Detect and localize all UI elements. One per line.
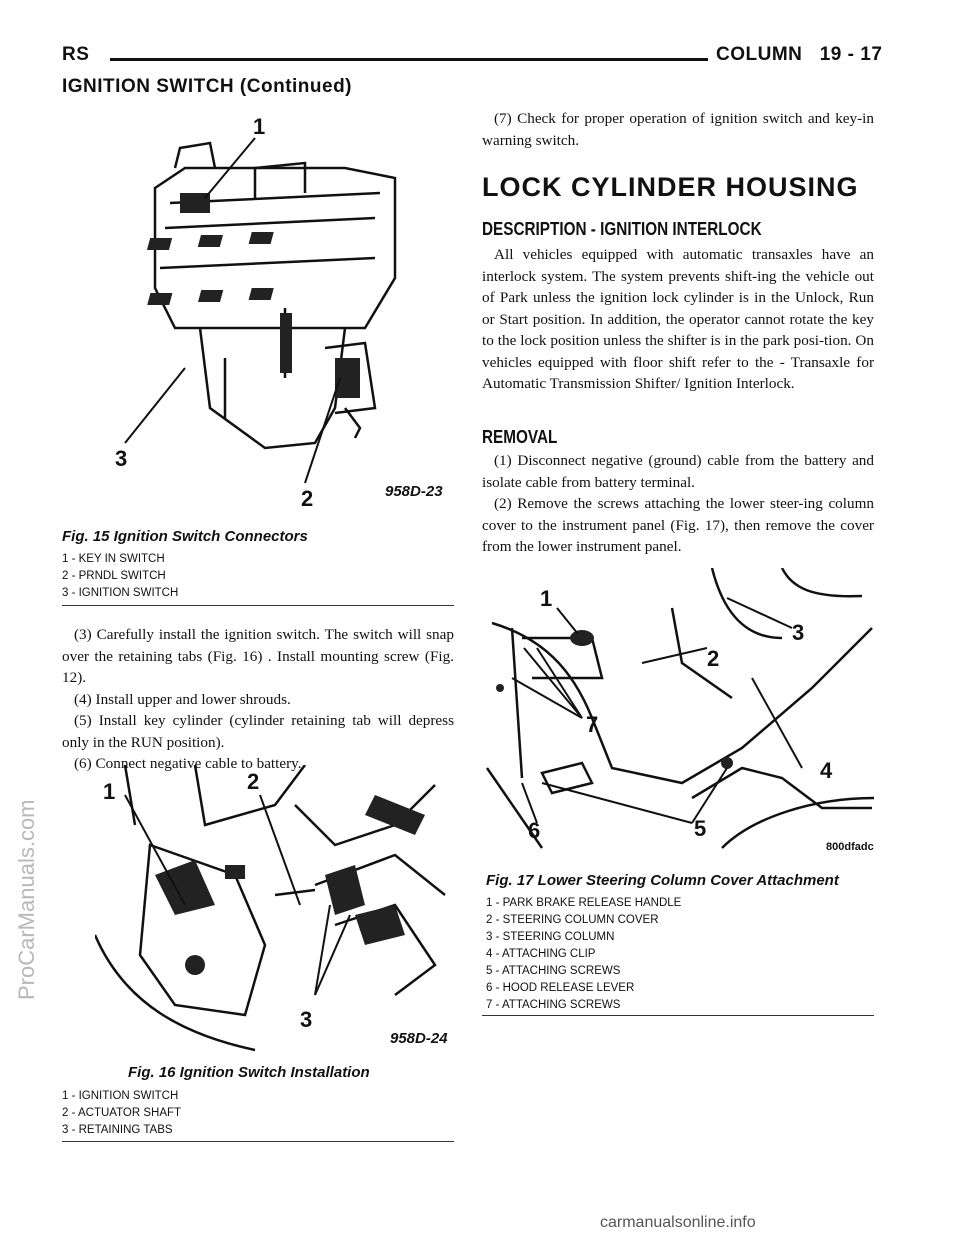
fig17-legend-rule bbox=[482, 1015, 874, 1016]
fig17-code: 800dfadc bbox=[826, 841, 874, 853]
fig17-callout-1: 1 bbox=[540, 586, 553, 611]
fig17-legend-item: 2 - STEERING COLUMN COVER bbox=[486, 914, 659, 926]
removal-step-2: (2) Remove the screws attaching the lower steer-ing column cover to the instrument panel (Fig. 17), then remove the cover from the lower instrument panel. bbox=[482, 495, 874, 555]
fig15-legend-rule bbox=[62, 605, 454, 606]
fig16-callout-1: 1 bbox=[103, 779, 116, 804]
fig17-legend bbox=[486, 895, 681, 1014]
header-page-label bbox=[716, 44, 882, 66]
fig17-callout-2: 2 bbox=[707, 646, 720, 671]
step-6: (6) Connect negative cable to battery. bbox=[74, 755, 302, 772]
step-4: (4) Install upper and lower shrouds. bbox=[74, 690, 291, 708]
fig15-illustration bbox=[105, 108, 455, 518]
fig15-legend-item: 2 - PRNDL SWITCH bbox=[62, 570, 166, 582]
fig16-legend bbox=[62, 1088, 181, 1139]
fig17-callout-5: 5 bbox=[694, 816, 707, 841]
fig15-legend-item: 1 - KEY IN SWITCH bbox=[62, 553, 165, 565]
fig16-legend-rule bbox=[62, 1141, 454, 1142]
header-rule bbox=[110, 58, 708, 61]
fig17-callout-4: 4 bbox=[820, 758, 833, 783]
header-page-number: 19 - 17 bbox=[819, 44, 883, 65]
fig17-caption: Fig. 17 Lower Steering Column Cover Attachment bbox=[486, 872, 839, 889]
fig15-code: 958D-23 bbox=[385, 483, 443, 500]
watermark-side: ProCarManuals.com bbox=[14, 799, 39, 1000]
fig16-legend-item: 2 - ACTUATOR SHAFT bbox=[62, 1107, 182, 1119]
description-text: All vehicles equipped with automatic transaxles have an interlock system. The system prevents shift-ing the vehicle out of Park unless the ignition lock cylinder is in the Unlock, Run or Start position. In addition, the operator cannot rotate the key to the lock position unless the shifter is in the park posi-tion. On vehicles equipped with floor shift refer to the - Transaxle for Automatic Transmission Shifter/ Ignition Interlock. bbox=[482, 246, 874, 392]
fig17-legend-item: 5 - ATTACHING SCREWS bbox=[486, 965, 621, 977]
fig16-code: 958D-24 bbox=[390, 1030, 448, 1047]
fig15-caption: Fig. 15 Ignition Switch Connectors bbox=[62, 528, 308, 545]
fig17-callout-6: 6 bbox=[528, 818, 541, 843]
fig17-illustration bbox=[482, 568, 874, 858]
lock-cylinder-heading: LOCK CYLINDER HOUSING bbox=[482, 172, 859, 202]
fig16-legend-item: 3 - RETAINING TABS bbox=[62, 1124, 173, 1136]
fig16-callout-3: 3 bbox=[300, 1007, 313, 1032]
fig15-callout-3: 3 bbox=[115, 446, 128, 471]
fig17-legend-item: 4 - ATTACHING CLIP bbox=[486, 948, 596, 960]
fig17-callout-7: 7 bbox=[586, 712, 599, 737]
fig17-callout-3: 3 bbox=[792, 620, 805, 645]
header-section: COLUMN bbox=[716, 44, 803, 65]
step-7: (7) Check for proper operation of ignition switch and key-in warning switch. bbox=[482, 110, 874, 149]
fig15-callout-2: 2 bbox=[301, 486, 314, 511]
fig17-legend-item: 6 - HOOD RELEASE LEVER bbox=[486, 982, 635, 994]
removal-heading: REMOVAL bbox=[482, 427, 558, 447]
removal-step-1: (1) Disconnect negative (ground) cable from the battery and isolate cable from battery terminal. bbox=[482, 452, 874, 491]
header-section-code: RS bbox=[62, 44, 90, 65]
step-5: (5) Install key cylinder (cylinder retaining tab will depress only in the RUN position). bbox=[62, 712, 454, 751]
description-heading: DESCRIPTION - IGNITION INTERLOCK bbox=[482, 219, 762, 239]
fig15-legend-item: 3 - IGNITION SWITCH bbox=[62, 587, 179, 599]
fig15-legend bbox=[62, 551, 178, 602]
fig16-caption: Fig. 16 Ignition Switch Installation bbox=[128, 1064, 370, 1081]
fig17-legend-item: 3 - STEERING COLUMN bbox=[486, 931, 615, 943]
fig16-illustration bbox=[95, 765, 455, 1055]
watermark-bottom: carmanualsonline.info bbox=[600, 1214, 756, 1231]
step-3: (3) Carefully install the ignition switch. The switch will snap over the retaining tabs (Fig. 16) . Install mounting screw (Fig. 12). bbox=[62, 626, 454, 686]
fig17-legend-item: 7 - ATTACHING SCREWS bbox=[486, 999, 621, 1011]
continued-title: IGNITION SWITCH (Continued) bbox=[62, 76, 353, 97]
fig16-callout-2: 2 bbox=[247, 769, 260, 794]
fig17-legend-item: 1 - PARK BRAKE RELEASE HANDLE bbox=[486, 897, 682, 909]
fig15-callout-1: 1 bbox=[253, 114, 266, 139]
fig16-legend-item: 1 - IGNITION SWITCH bbox=[62, 1090, 179, 1102]
removal-steps bbox=[482, 450, 874, 558]
left-steps bbox=[62, 624, 454, 775]
